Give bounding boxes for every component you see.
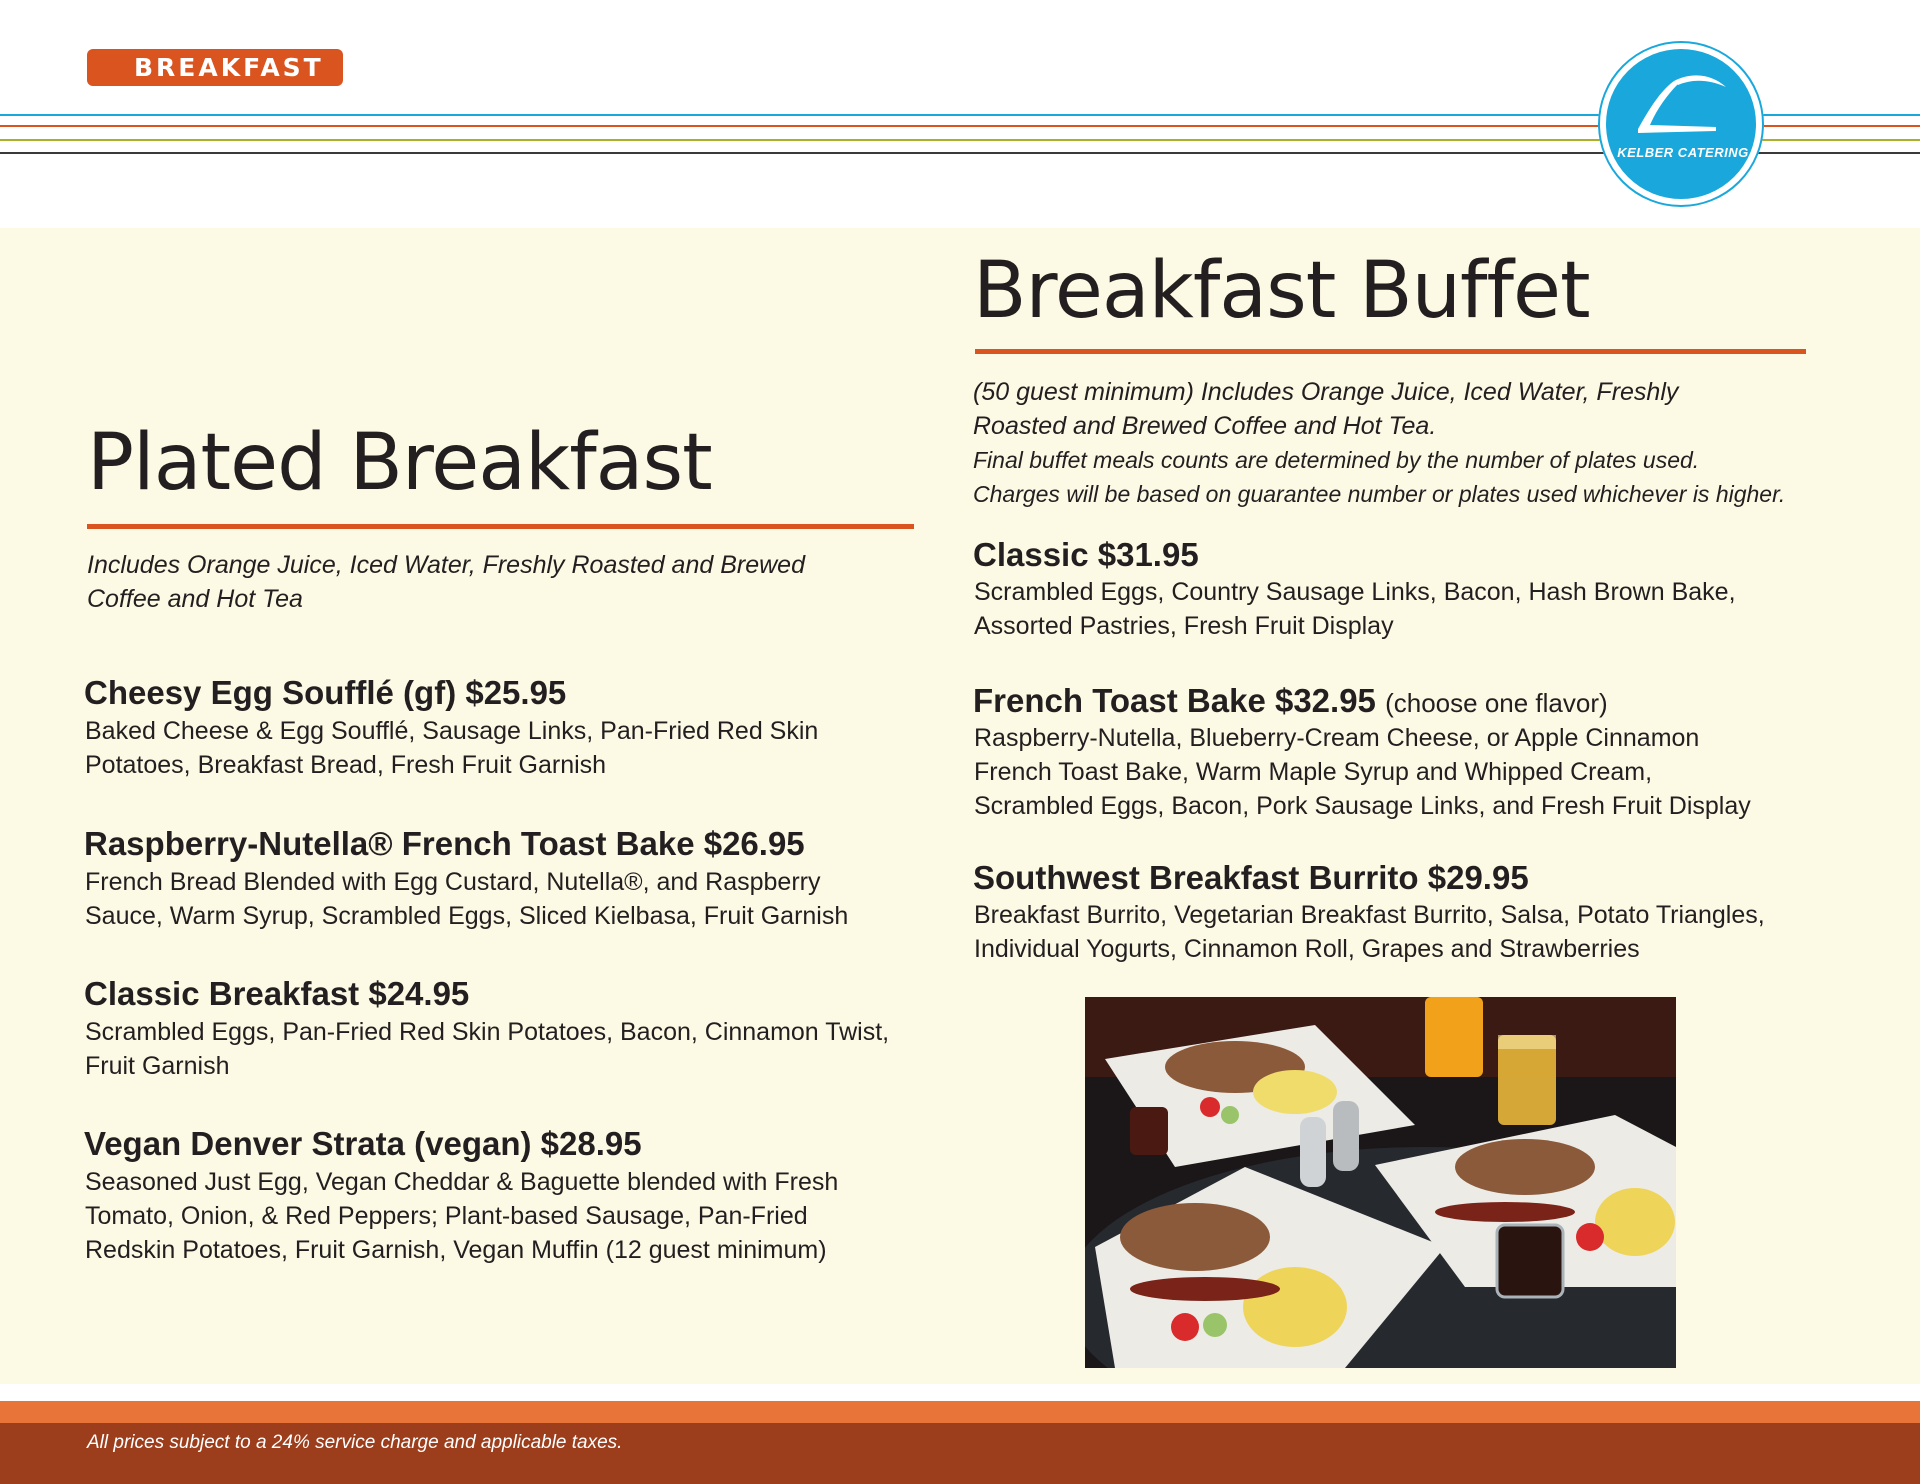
- buffet-item-desc: Scrambled Eggs, Country Sausage Links, Bacon, Hash Brown Bake,: [974, 578, 1736, 606]
- plated-item-title: Cheesy Egg Soufflé (gf) $25.95: [84, 674, 567, 711]
- buffet-title: Breakfast Buffet: [973, 246, 1590, 336]
- buffet-item-title: [973, 681, 1608, 723]
- buffet-item-title-text: French Toast Bake $32.95: [973, 682, 1376, 719]
- plated-intro-line-2: Coffee and Hot Tea: [87, 585, 303, 613]
- section-tag: BREAKFAST: [87, 49, 343, 86]
- breakfast-plates-photo: [1085, 997, 1676, 1368]
- logo-text: KELBER CATERING: [1617, 145, 1749, 160]
- plated-item-desc: Tomato, Onion, & Red Peppers; Plant-based Sausage, Pan-Fried: [85, 1202, 808, 1230]
- logo-swoosh-icon: [1608, 51, 1754, 197]
- buffet-item-desc: Assorted Pastries, Fresh Fruit Display: [974, 612, 1394, 640]
- footer-accent-band: [0, 1401, 1920, 1423]
- plated-item-title: Raspberry-Nutella® French Toast Bake $26.95: [84, 825, 805, 862]
- plated-title: Plated Breakfast: [87, 418, 712, 508]
- buffet-item-note: (choose one flavor): [1385, 688, 1608, 718]
- buffet-item-desc: Scrambled Eggs, Bacon, Pork Sausage Links, and Fresh Fruit Display: [974, 792, 1751, 820]
- buffet-item-desc: French Toast Bake, Warm Maple Syrup and Whipped Cream,: [974, 758, 1653, 786]
- plated-item-title: Vegan Denver Strata (vegan) $28.95: [84, 1125, 642, 1162]
- buffet-note-line-2: Charges will be based on guarantee number or plates used whichever is higher.: [973, 481, 1786, 507]
- buffet-item-title: [973, 535, 1199, 575]
- buffet-intro-line-2: Roasted and Brewed Coffee and Hot Tea.: [973, 412, 1437, 440]
- plated-item-desc: Fruit Garnish: [85, 1052, 230, 1080]
- plated-item-desc: Baked Cheese & Egg Soufflé, Sausage Links, Pan-Fried Red Skin: [85, 717, 819, 745]
- plated-item-desc: French Bread Blended with Egg Custard, Nutella®, and Raspberry: [85, 868, 821, 896]
- buffet-item-desc: Raspberry-Nutella, Blueberry-Cream Cheese, or Apple Cinnamon: [974, 724, 1700, 752]
- buffet-intro-line-1: (50 guest minimum) Includes Orange Juice, Iced Water, Freshly: [973, 378, 1679, 406]
- buffet-item-title: [973, 858, 1529, 898]
- buffet-item-desc: Breakfast Burrito, Vegetarian Breakfast Burrito, Salsa, Potato Triangles,: [974, 901, 1765, 929]
- plated-item-desc: Seasoned Just Egg, Vegan Cheddar & Baguette blended with Fresh: [85, 1168, 839, 1196]
- plated-intro-line-1: Includes Orange Juice, Iced Water, Freshly Roasted and Brewed: [87, 551, 805, 579]
- footer-disclaimer: All prices subject to a 24% service charge and applicable taxes.: [87, 1432, 623, 1453]
- buffet-title-rule: [975, 349, 1806, 354]
- plated-item-desc: Potatoes, Breakfast Bread, Fresh Fruit Garnish: [85, 751, 607, 779]
- buffet-item-title-text: Southwest Breakfast Burrito $29.95: [973, 859, 1529, 896]
- plated-item-desc: Sauce, Warm Syrup, Scrambled Eggs, Sliced Kielbasa, Fruit Garnish: [85, 902, 849, 930]
- buffet-item-desc: Individual Yogurts, Cinnamon Roll, Grapes and Strawberries: [974, 935, 1640, 963]
- plated-item-desc: Scrambled Eggs, Pan-Fried Red Skin Potatoes, Bacon, Cinnamon Twist,: [85, 1018, 890, 1046]
- plated-item-desc: Redskin Potatoes, Fruit Garnish, Vegan Muffin (12 guest minimum): [85, 1236, 827, 1264]
- plated-title-rule: [87, 524, 914, 529]
- plated-item-title: Classic Breakfast $24.95: [84, 975, 470, 1012]
- photo-illustration-icon: [1085, 997, 1676, 1368]
- kelber-logo: [1598, 41, 1764, 207]
- buffet-note-line-1: Final buffet meals counts are determined by the number of plates used.: [973, 447, 1700, 473]
- buffet-item-title-text: Classic $31.95: [973, 536, 1199, 573]
